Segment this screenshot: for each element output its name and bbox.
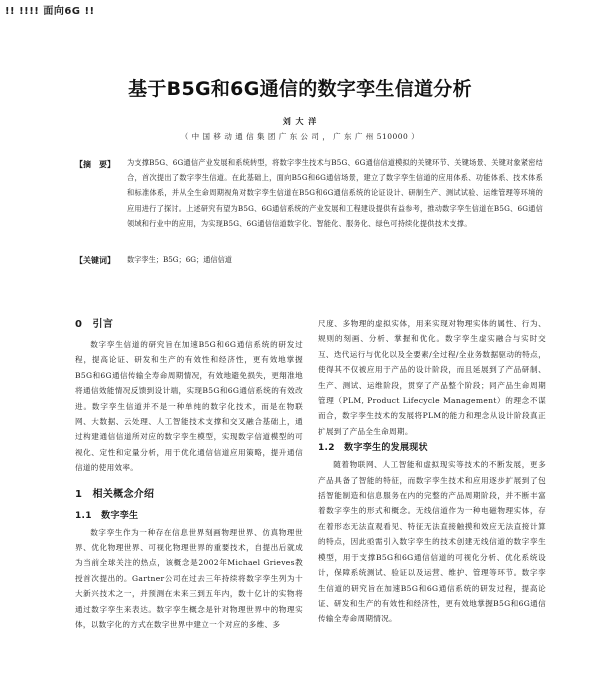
keywords-text: 数字孪生；B5G；6G；通信信道 — [127, 255, 232, 264]
section-0-paragraph: 数字孪生信道的研究旨在加速B5G和6G通信系统的研发过程，提高论证、研发和生产的有效性和经济性，更有效地掌握B5G和6G通信传输全寿命周期情况，有效地避免损失，更翔准地将通信效能情况反馈到设计端，实现B5G和6G通信系统的有效改进。数字孪生信道并不是一种单纯的数字化技术，而是在物联网、大数据、云处理、人工智能技术支撑和交叉融合基础上，通过构建通信信道所对应的数字孪生模型，实现数字信道模型的可视化、定性和定量分析，用于优化通信信道应用策略，提升通信信道的使用效率。 — [75, 340, 303, 473]
section-1-2-heading: 1.2 数字孪生的发展现状 — [318, 443, 428, 454]
section-1-heading: 1 相关概念介绍 — [75, 488, 155, 500]
right-paragraph-2: 随着物联网、人工智能和虚拟现实等技术的不断发展，更多产品具备了智能的特征，而数字孪生技术和应用逐步扩展到了包括智能制造和信息服务在内的完整的产品周期阶段，并不断丰富着数字孪生的形式和概念。无线信道作为一种电磁物理实体，存在着形态无法直观看见、特征无法直接触摸和效应无法直接计算的特点，因此亟需引入数字孪生的技术创建无线信道的数字孪生模型，用于支撑B5G和6G通信信道的可视化分析、优化系统设计，保障系统测试、验证以及运营、维护、管理等环节。数字孪生信道的研究旨在加速B5G和6G通信系统的研发过程，提高论证、研发和生产的有效性和经济性，更有效地掌握B5G和6G通信传输全寿命周期情况。 — [318, 460, 546, 624]
paper-title: 基于B5G和6G通信的数字孪生信道分析 — [128, 78, 472, 100]
abstract-label: 【摘 要】 — [75, 160, 115, 169]
section-0-heading: 0 引言 — [75, 319, 114, 330]
page-header: !! !!!! 面向6G !! — [5, 6, 95, 17]
author: 刘 大 洋 — [282, 116, 318, 126]
section-1-1-heading: 1.1 数字孪生 — [75, 510, 139, 521]
right-column — [318, 316, 546, 627]
abstract-text: 为支撑B5G、6G通信产业发展和系统转型，将数字孪生技术与B5G、6G通信信道模拟的关键环节、关键场景、关键对象紧密结合，首次提出了数字孪生信道。在此基础上，面向B5G和6G通信场景，建立了数字孪生信道的应用体系、功能体系、技术体系和标准体系，并从全生命周期视角对数字孪生信道在B5G和6G通信系统的论证设计、研制生产、测试试验、运维管理等环境的应用进行了探讨。上述研究有望为B5G、6G通信系统的产业发展和工程建设提供有益参考，推动数字孪生信道在B5G、6G通信领域和行业中的应用，为实现B5G、6G通信信道数字化、智能化、服务化、绿色可持续化提供技术支撑。 — [127, 158, 543, 228]
affiliation: （ 中 国 移 动 通 信 集 团 广 东 公 司 ， 广 东 广 州 510000 ） — [180, 132, 420, 141]
right-paragraph-1: 尺度、多物理的虚拟实体，用来实现对物理实体的属性、行为、规则的刻画、分析、掌握和优化。数字孪生虚实融合与实时交互、迭代运行与优化以及全要素/全过程/全业务数据驱动的特点，使得其不仅被应用于产品的设计阶段，而且延展到了产品研制、生产、测试、运维阶段，贯穿了产品整个阶段；同产品生命周期管理（PLM, Product Lifecycle Management）的理念不谋而合，数字孪生技术的发展将PLM的能力和理念从设计阶段真正扩展到了产品全生命周期。 — [318, 319, 546, 436]
section-1-1-paragraph: 数字孪生作为一种存在信息世界刻画物理世界、仿真物理世界、优化物理世界、可视化物理世界的重要技术，自提出后就成为当前全球关注的热点，该概念是2002年Michael Grieves教授首次提出的。Gartner公司在过去三年持续将数字孪生列为十大新兴技术之一，并预测在未来三到五年内，数十亿计的实物将通过数字孪生来表达。数字孪生概念是针对物理世界中的物理实体，以数字化的方式在数字世界中建立一个对应的多维、多 — [75, 527, 303, 630]
keywords-label: 【关键词】 — [75, 256, 115, 265]
left-column — [75, 316, 303, 633]
